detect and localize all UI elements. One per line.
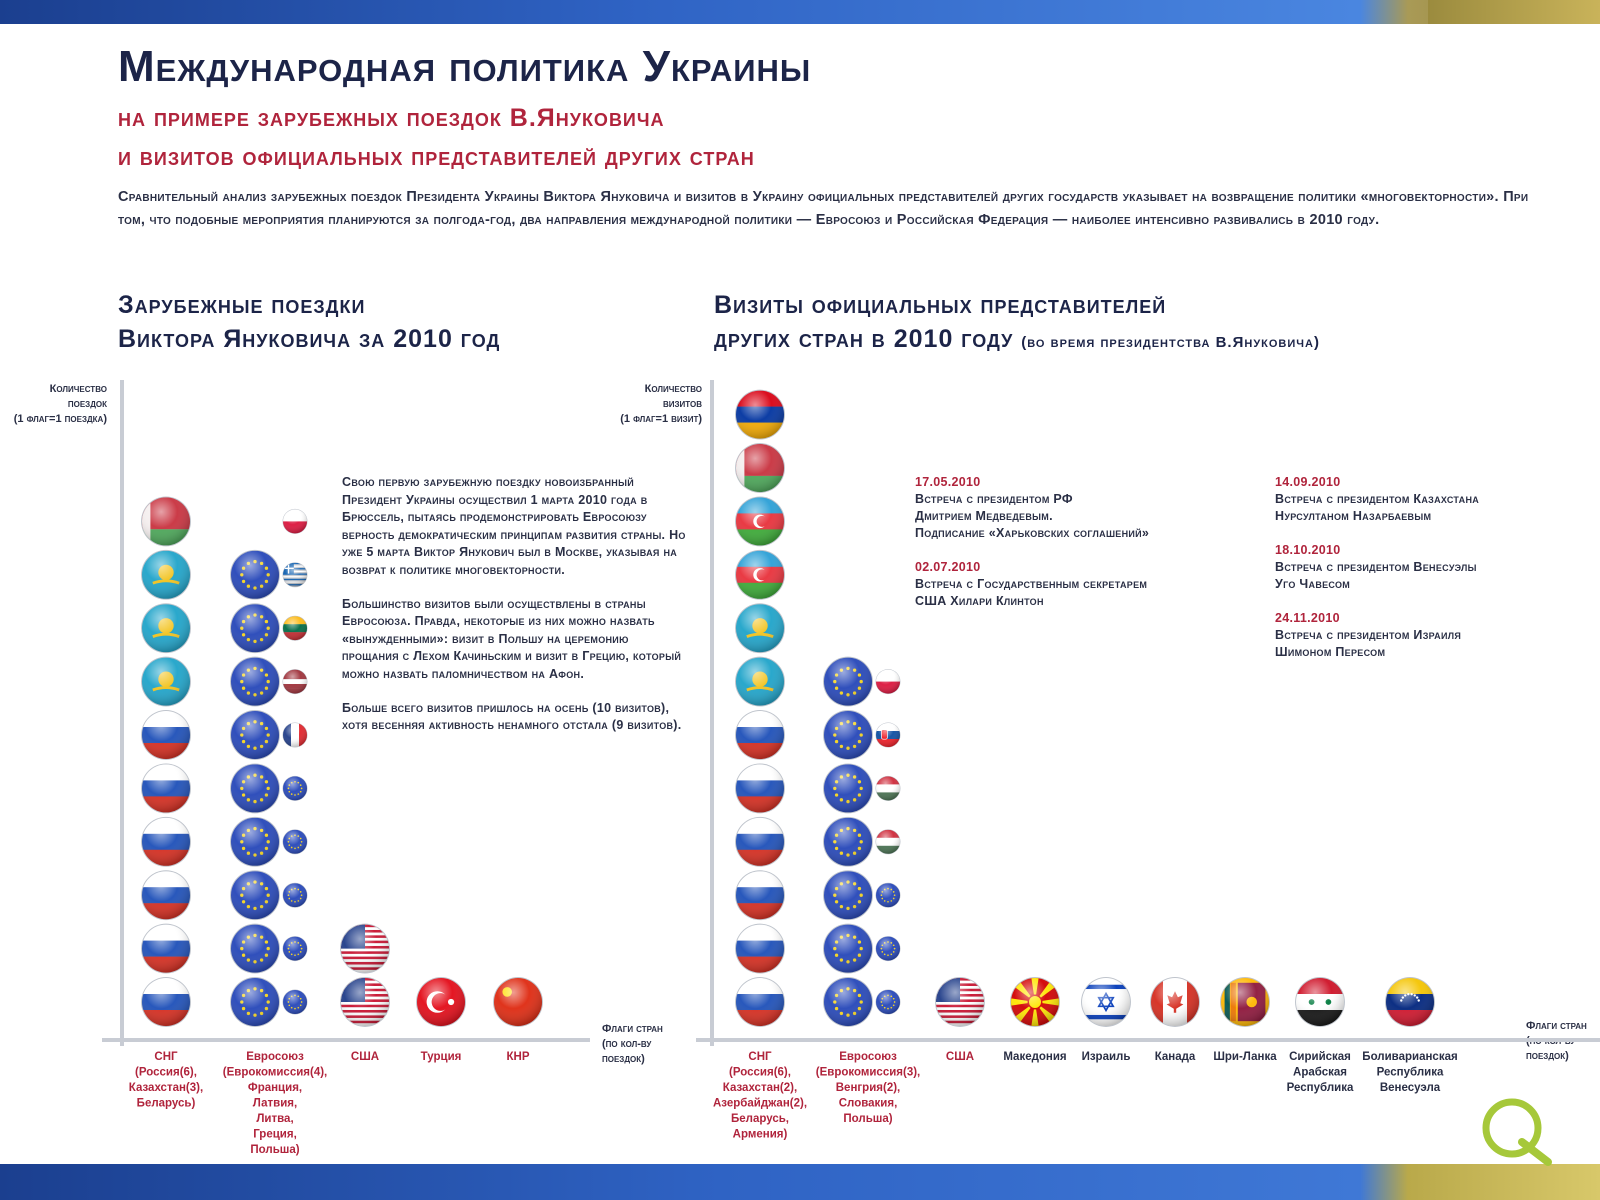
israel-flag-icon — [1081, 977, 1131, 1027]
category-detail-label: (Россия(6), — [729, 1066, 791, 1079]
turkey-flag-icon — [416, 977, 466, 1027]
category-label: США — [945, 1051, 975, 1063]
intro-paragraph: Сравнительный анализ зарубежных поездок Президента Украины Виктора Януковича и визитов в Украину официальных представителей других государств указывает на возвращение политики «многовекторности». При том, что подобные мероприятия планируются за полгода-год, два направления международной политики — Евросоюз и Российская Федерация — наиболее интенсивно развивались в 2010 году. — [118, 189, 1529, 228]
category-detail-label: Азербайджан(2), — [712, 1097, 808, 1110]
category-detail-label: (Россия(6), — [135, 1066, 197, 1079]
belarus-flag-icon — [735, 443, 785, 493]
russia-flag-icon — [141, 924, 191, 974]
latvia-flag-icon — [283, 669, 308, 694]
kazakhstan-flag-icon — [141, 550, 191, 600]
category-detail-label: Казахстан(3), — [128, 1082, 204, 1094]
category-label: СНГ — [748, 1051, 772, 1063]
canada-flag-icon — [1150, 977, 1200, 1027]
left-x-axis-label: Флаги стран (по кол-ву поездок) — [602, 1023, 663, 1065]
kazakhstan-flag-icon — [735, 657, 785, 707]
russia-flag-icon — [735, 763, 785, 813]
china-flag-icon — [493, 977, 543, 1027]
armenia-flag-icon — [735, 390, 785, 440]
category-detail-label: Республика — [1376, 1066, 1444, 1079]
category-detail-label: Латвия, — [252, 1097, 298, 1110]
page-subtitle-line1: на примере зарубежных поездок В.Януковича — [118, 104, 665, 132]
category-label: Евросоюз — [246, 1051, 304, 1063]
lithuania-flag-icon — [283, 616, 308, 641]
right-title-small: (во время президентства В.Януковича) — [1021, 334, 1320, 351]
russia-flag-icon — [735, 977, 785, 1027]
russia-flag-icon — [141, 977, 191, 1027]
hungary-flag-icon — [876, 829, 901, 854]
category-detail-label: Франция, — [247, 1082, 303, 1094]
eu-flag-icon — [283, 829, 308, 854]
eu-flag-icon — [823, 977, 873, 1027]
events-column-2 — [1275, 474, 1585, 678]
srilanka-flag-icon — [1220, 977, 1270, 1027]
category-detail-label: Польша) — [843, 1113, 893, 1125]
page-subtitle-line2: и визитов официальных представителей других стран — [118, 143, 755, 171]
category-label: Канада — [1154, 1051, 1196, 1063]
poland-flag-icon — [876, 669, 901, 694]
azerbaijan-flag-icon — [735, 550, 785, 600]
event-item: 02.07.2010 Встреча с Государственным секретарем США Хилари Клинтон — [915, 560, 1148, 608]
venezuela-flag-icon — [1385, 977, 1435, 1027]
slovakia-flag-icon — [876, 723, 901, 748]
right-y-axis-label: Количество визитов (1 флаг=1 визит) — [620, 383, 702, 425]
category-label: Израиль — [1081, 1051, 1131, 1063]
category-detail-label: Венгрия(2), — [835, 1082, 901, 1094]
eu-flag-icon — [283, 776, 308, 801]
category-label: Евросоюз — [839, 1051, 897, 1063]
eu-flag-icon — [230, 603, 280, 653]
eu-flag-icon — [283, 936, 308, 961]
russia-flag-icon — [141, 763, 191, 813]
eu-flag-icon — [823, 763, 873, 813]
right-title-line2: других стран в 2010 году — [714, 325, 1014, 353]
usa-flag-icon — [935, 977, 985, 1027]
category-detail-label: (Еврокомиссия(4), — [222, 1066, 328, 1079]
eu-flag-icon — [230, 710, 280, 760]
category-label: Боливарианская — [1362, 1051, 1458, 1063]
eu-flag-icon — [230, 657, 280, 707]
eu-flag-icon — [283, 883, 308, 908]
category-label: КНР — [506, 1051, 530, 1063]
eu-flag-icon — [823, 710, 873, 760]
russia-flag-icon — [141, 710, 191, 760]
left-section-title — [118, 288, 500, 356]
russia-flag-icon — [735, 924, 785, 974]
greece-flag-icon — [283, 562, 308, 587]
hungary-flag-icon — [876, 776, 901, 801]
azerbaijan-flag-icon — [735, 496, 785, 546]
category-detail-label: Арабская — [1293, 1066, 1347, 1079]
bottom-banner — [0, 1164, 1600, 1200]
right-section-title — [714, 288, 1320, 360]
eu-flag-icon — [823, 657, 873, 707]
category-detail-label: Литва, — [256, 1113, 294, 1125]
eu-flag-icon — [876, 883, 901, 908]
belarus-flag-icon — [141, 496, 191, 546]
usa-flag-icon — [340, 924, 390, 974]
event-item: 24.11.2010 Встреча с президентом Израиля Шимоном Пересом — [1275, 611, 1462, 659]
category-detail-label: Греция, — [253, 1128, 297, 1141]
left-title-line1: Зарубежные поездки — [118, 291, 366, 319]
category-detail-label: Польша) — [250, 1144, 300, 1156]
category-detail-label: (Еврокомиссия(3), — [815, 1066, 921, 1079]
commentary-p1: Свою первую зарубежную поездку новоизбранный Президент Украины осуществил 1 марта 2010 года в Брюссель, пытаясь продемонстрировать Евросоюзу верность демократическим принципам развития страны. Но уже 5 марта Виктор Янукович был в Москве, указывая на возврат к политике многовекторности. — [342, 475, 686, 577]
commentary-p3: Больше всего визитов пришлось на осень (10 визитов), хотя весенняя активность ненамного отстала (9 визитов). — [342, 700, 682, 733]
category-label: СНГ — [154, 1051, 178, 1063]
eu-flag-icon — [876, 990, 901, 1015]
russia-flag-icon — [735, 870, 785, 920]
top-banner — [0, 0, 1600, 24]
event-item: 18.10.2010 Встреча с президентом Венесуэлы Уго Чавесом — [1275, 543, 1477, 591]
category-detail-label: Словакия, — [838, 1097, 898, 1110]
event-item: 14.09.2010 Встреча с президентом Казахстана Нурсултаном Назарбаевым — [1275, 475, 1480, 523]
events-column-1 — [915, 474, 1245, 627]
eu-flag-icon — [823, 924, 873, 974]
kazakhstan-flag-icon — [735, 603, 785, 653]
france-flag-icon — [283, 723, 308, 748]
eu-flag-icon — [823, 870, 873, 920]
category-detail-label: Армения) — [732, 1128, 788, 1141]
macedonia-flag-icon — [999, 966, 1070, 1037]
eu-flag-icon — [283, 990, 308, 1015]
category-detail-label: Венесуэла — [1379, 1082, 1441, 1094]
right-x-axis-label: Флаги стран (по кол-ву поездок) — [1526, 1020, 1587, 1062]
category-detail-label: Республика — [1286, 1082, 1354, 1094]
russia-flag-icon — [141, 870, 191, 920]
right-title-line1: Визиты официальных представителей — [714, 291, 1167, 319]
category-label: Шри-Ланка — [1213, 1051, 1277, 1063]
eu-flag-icon — [230, 870, 280, 920]
eu-flag-icon — [823, 817, 873, 867]
eu-flag-icon — [876, 936, 901, 961]
russia-flag-icon — [141, 817, 191, 867]
usa-flag-icon — [340, 977, 390, 1027]
category-label: США — [350, 1051, 380, 1063]
kazakhstan-flag-icon — [141, 657, 191, 707]
eu-flag-icon — [230, 924, 280, 974]
left-y-axis-label: Количество поездок (1 флаг=1 поездка) — [13, 383, 107, 425]
logo-icon — [1470, 1096, 1566, 1166]
eu-flag-icon — [230, 817, 280, 867]
event-item: 17.05.2010 Встреча с президентом РФ Дмитрием Медведевым. Подписание «Харьковских соглашений» — [915, 475, 1150, 540]
category-label: Турция — [420, 1051, 462, 1063]
category-label: Сирийская — [1289, 1051, 1351, 1063]
russia-flag-icon — [735, 817, 785, 867]
kazakhstan-flag-icon — [141, 603, 191, 653]
left-title-line2: Виктора Януковича за 2010 год — [118, 325, 501, 353]
category-detail-label: Беларусь) — [136, 1097, 196, 1110]
poland-flag-icon — [283, 509, 308, 534]
category-label: Македония — [1003, 1051, 1067, 1063]
commentary-p2: Большинство визитов были осуществлены в страны Евросоюза. Правда, некоторые из них можно назвать «вынужденными»: визит в Польшу на церемонию прощания с Лехом Качиньским и визит в Грецию, который можно назвать паломничеством на Афон. — [342, 596, 682, 681]
page-title: Международная политика Украины — [118, 42, 812, 91]
eu-flag-icon — [230, 763, 280, 813]
eu-flag-icon — [230, 977, 280, 1027]
left-commentary — [342, 474, 687, 751]
syria-flag-icon — [1295, 977, 1345, 1027]
eu-flag-icon — [230, 550, 280, 600]
russia-flag-icon — [735, 710, 785, 760]
category-detail-label: Казахстан(2), — [722, 1082, 798, 1094]
category-detail-label: Беларусь, — [730, 1113, 790, 1125]
